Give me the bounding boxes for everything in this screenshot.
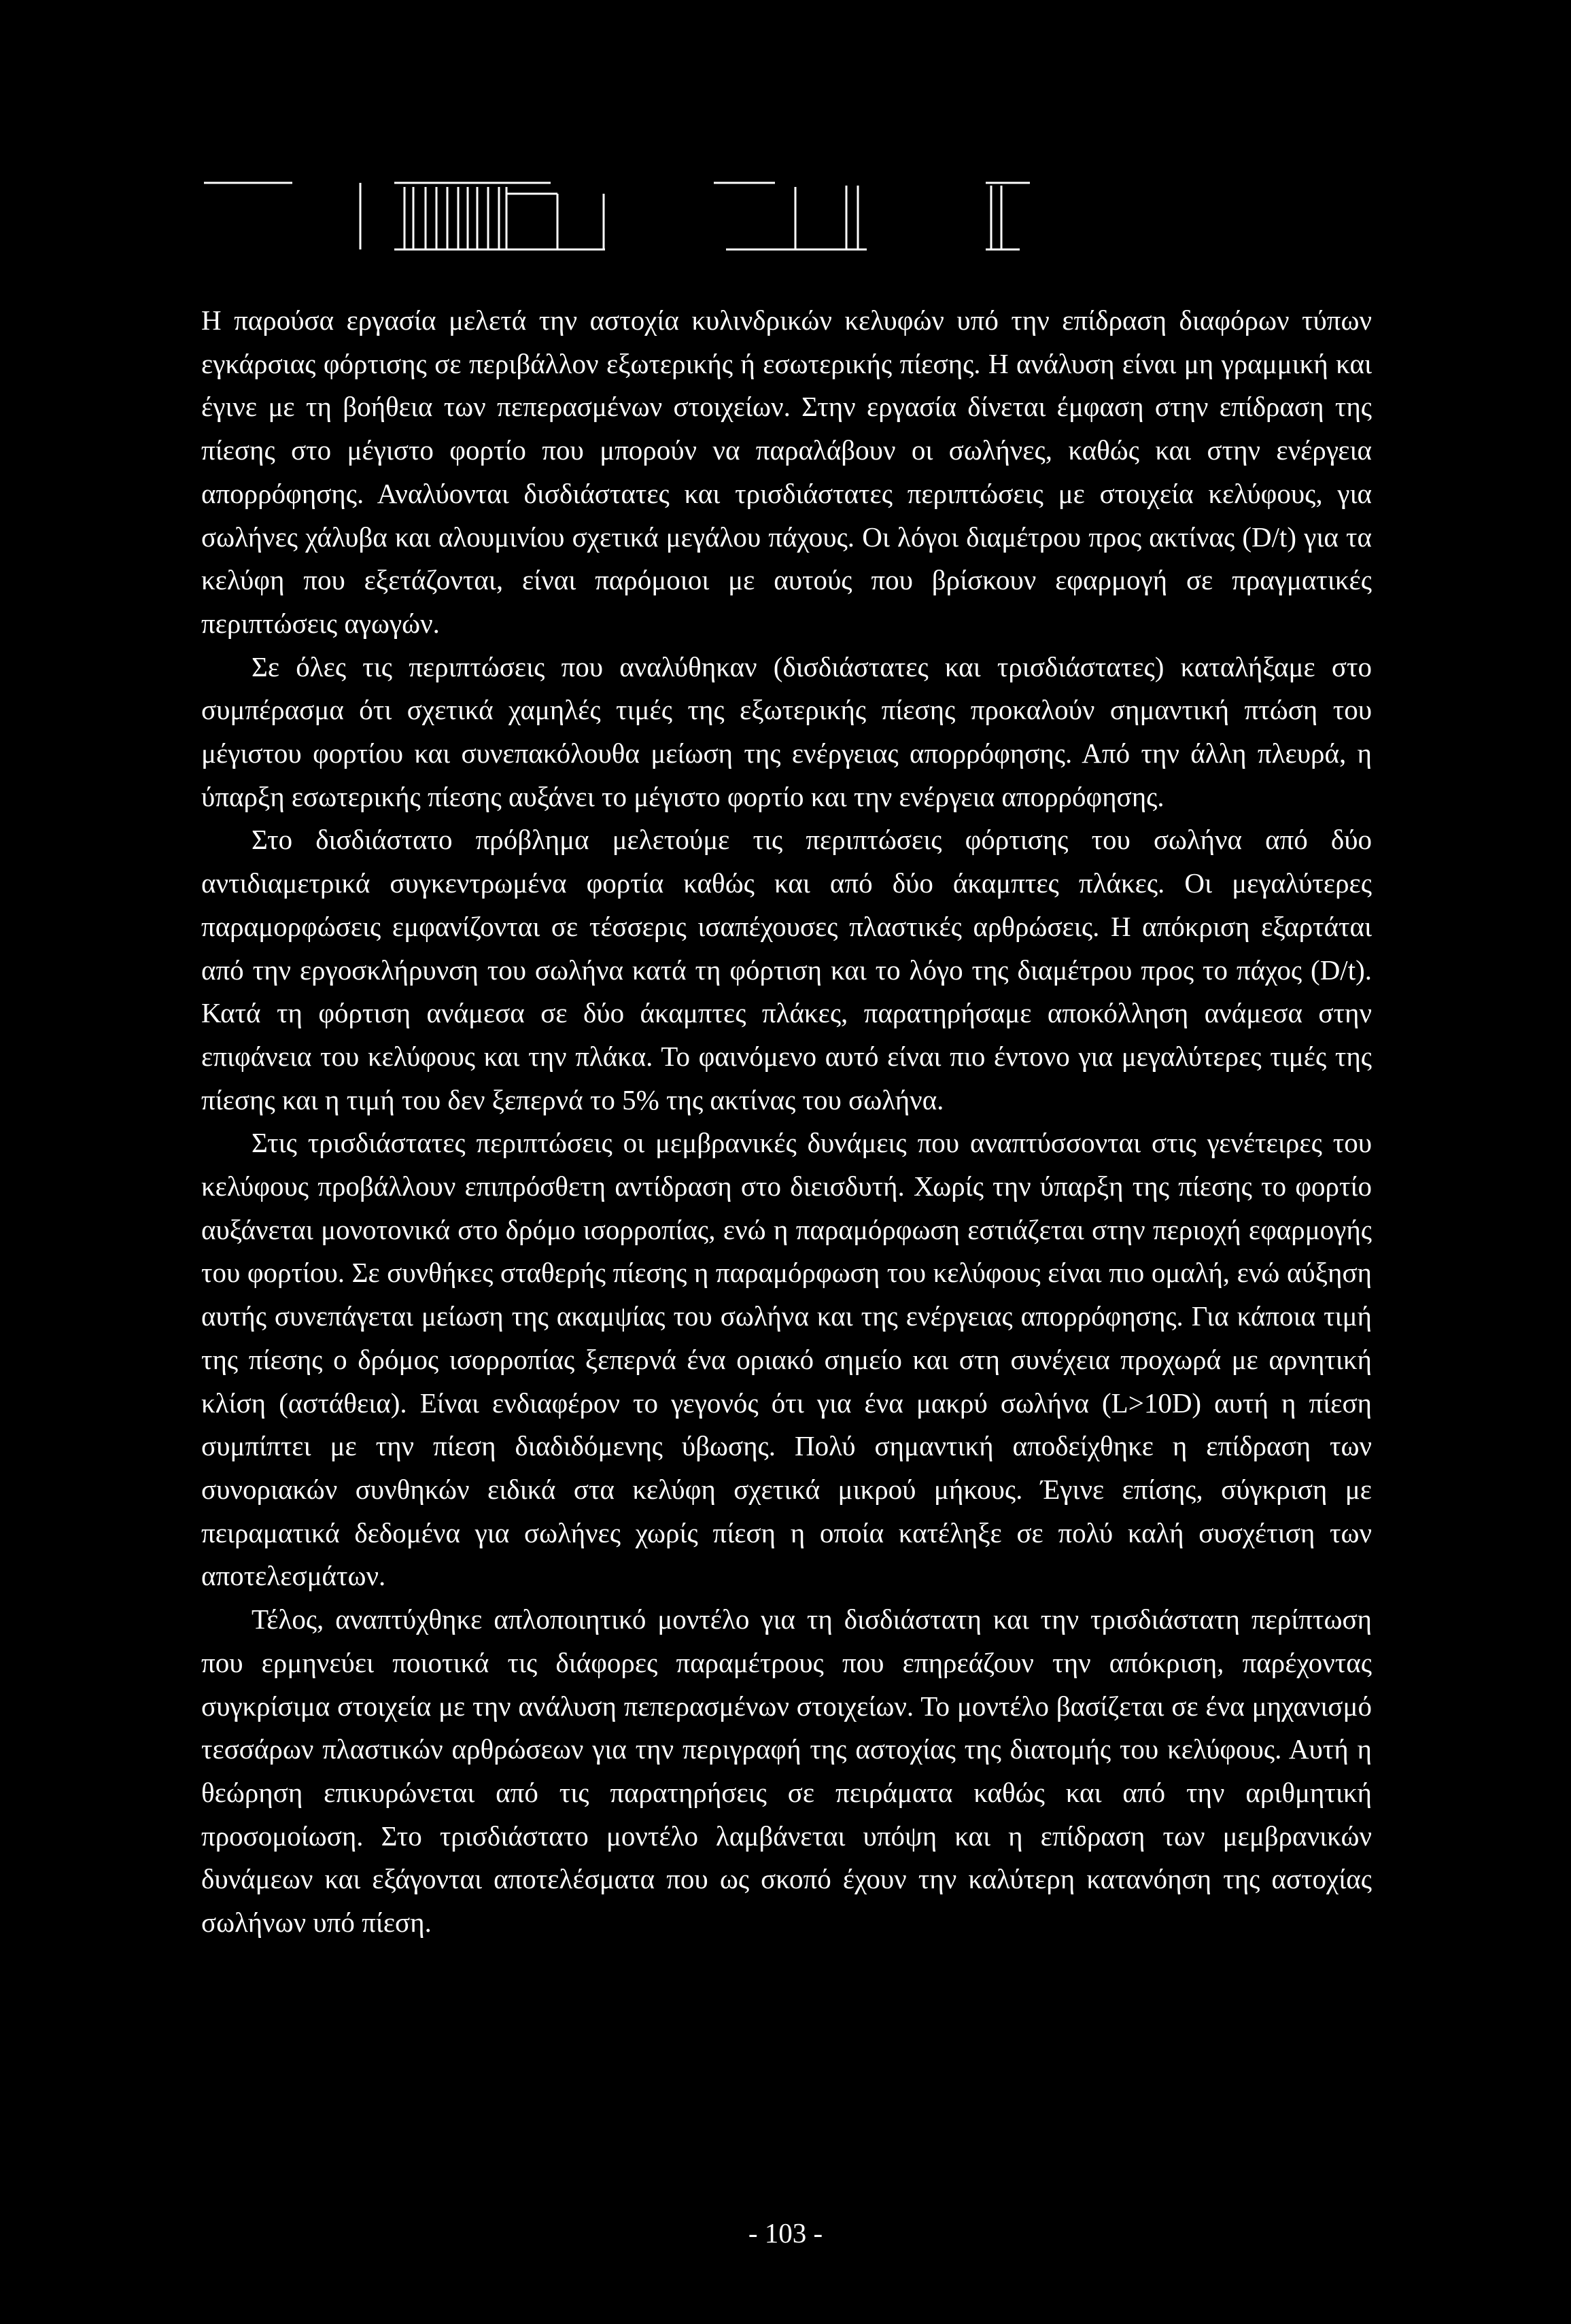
abstract-paragraph-1: Η παρούσα εργασία μελετά την αστοχία κυλινδρικών κελυφών υπό την επίδραση διαφόρων τύπων εγκάρσιας φόρτισης σε περιβάλλον εξωτερικής ή εσωτερικής πίεσης. Η ανάλυση είναι μη γραμμική και έγινε με τη βοήθεια των πεπερασμένων στοιχείων. Στην εργασία δίνεται έμφαση στην επίδραση της πίεσης στο μέγιστο φορτίο που μπορούν να παραλάβουν οι σωλήνες, καθώς και στην ενέργεια απορρόφησης. Αναλύονται δισδιάστατες και τρισδιάστατες περιπτώσεις με στοιχεία κελύφους, για σωλήνες χάλυβα και αλουμινίου σχετικά μεγάλου πάχους. Οι λόγοι διαμέτρου προς ακτίνας (D/t) για τα κελύφη που εξετάζονται, είναι παρόμοιοι με αυτούς που βρίσκουν εφαρμογή σε πραγματικές περιπτώσεις αγωγών. [201,305,1372,639]
page-number: - 103 - [748,2217,823,2249]
abstract-body [201,299,1372,1945]
abstract-paragraph-3: Στο δισδιάστατο πρόβλημα μελετούμε τις περιπτώσεις φόρτισης του σωλήνα από δύο αντιδιαμετρικά συγκεντρωμένα φορτία καθώς και από δύο άκαμπτες πλάκες. Οι μεγαλύτερες παραμορφώσεις εμφανίζονται σε τέσσερις ισαπέχουσες πλαστικές αρθρώσεις. Η απόκριση εξαρτάται από την εργοσκλήρυνση του σωλήνα κατά τη φόρτιση και το λόγο της διαμέτρου προς το πάχος (D/t). Κατά τη φόρτιση ανάμεσα σε δύο άκαμπτες πλάκες, παρατηρήσαμε αποκόλληση ανάμεσα στην επιφάνεια του κελύφους και την πλάκα. Το φαινόμενο αυτό είναι πιο έντονο για μεγαλύτερες τιμές της πίεσης και η τιμή του δεν ξεπερνά το 5% της ακτίνας του σωλήνα. [201,824,1372,1115]
abstract-paragraph-5: Τέλος, αναπτύχθηκε απλοποιητικό μοντέλο για τη δισδιάστατη και την τρισδιάστατη περίπτωση που ερμηνεύει ποιοτικά τις διάφορες παραμέτρους που επηρεάζουν την απόκριση, παρέχοντας συγκρίσιμα στοιχεία με την ανάλυση πεπερασμένων στοιχείων. Το μοντέλο βασίζεται σε ένα μηχανισμό τεσσάρων πλαστικών αρθρώσεων για την περιγραφή της αστοχίας της διατομής του κελύφους. Αυτή η θεώρηση επικυρώνεται από τις παρατηρήσεις σε πειράματα καθώς και από την αριθμητική προσομοίωση. Στο τρισδιάστατο μοντέλο λαμβάνεται υπόψη και η επίδραση των μεμβρανικών δυνάμεων και εξάγονται αποτελέσματα που ως σκοπό έχουν την καλύτερη κατανόηση της αστοχίας σωλήνων υπό πίεση. [201,1603,1372,1939]
abstract-paragraph-2: Σε όλες τις περιπτώσεις που αναλύθηκαν (δισδιάστατες και τρισδιάστατες) καταλήξαμε στο συμπέρασμα ότι σχετικά χαμηλές τιμές της εξωτερικής πίεσης προκαλούν σημαντική πτώση του μέγιστου φορτίου και συνεπακόλουθα μείωση της ενέργειας απορρόφησης. Από την άλλη πλευρά, η ύπαρξη εσωτερικής πίεσης αυξάνει το μέγιστο φορτίο και την ενέργεια απορρόφησης. [201,651,1372,812]
abstract-paragraph-4: Στις τρισδιάστατες περιπτώσεις οι μεμβρανικές δυνάμεις που αναπτύσσονται στις γενέτειρες του κελύφους προβάλλουν επιπρόσθετη αντίδραση στο διεισδυτή. Χωρίς την ύπαρξη της πίεσης το φορτίο αυξάνεται μονοτονικά στο δρόμο ισορροπίας, ενώ η παραμόρφωση εστιάζεται στην περιοχή εφαρμογής του φορτίου. Σε συνθήκες σταθερής πίεσης η παραμόρφωση του κελύφους είναι πιο ομαλή, ενώ αύξηση αυτής συνεπάγεται μείωση της ακαμψίας του σωλήνα και της ενέργειας απορρόφησης. Για κάποια τιμή της πίεσης ο δρόμος ισορροπίας ξεπερνά ένα οριακό σημείο και στη συνέχεια προχωρά με αρνητική κλίση (αστάθεια). Είναι ενδιαφέρον το γεγονός ότι για ένα μακρύ σωλήνα (L>10D) αυτή η πίεση συμπίπτει με την πίεση διαδιδόμενης ύβωσης. Πολύ σημαντική αποδείχθηκε η επίδραση των συνοριακών συνθηκών ειδικά στα κελύφη σχετικά μικρού μήκους. Έγινε επίσης, σύγκριση με πειραματικά δεδομένα για σωλήνες χωρίς πίεση η οποία κατέληξε σε πολύ καλή συσχέτιση των αποτελεσμάτων. [201,1127,1372,1592]
scanned-header-fragment-icon [197,173,1040,262]
